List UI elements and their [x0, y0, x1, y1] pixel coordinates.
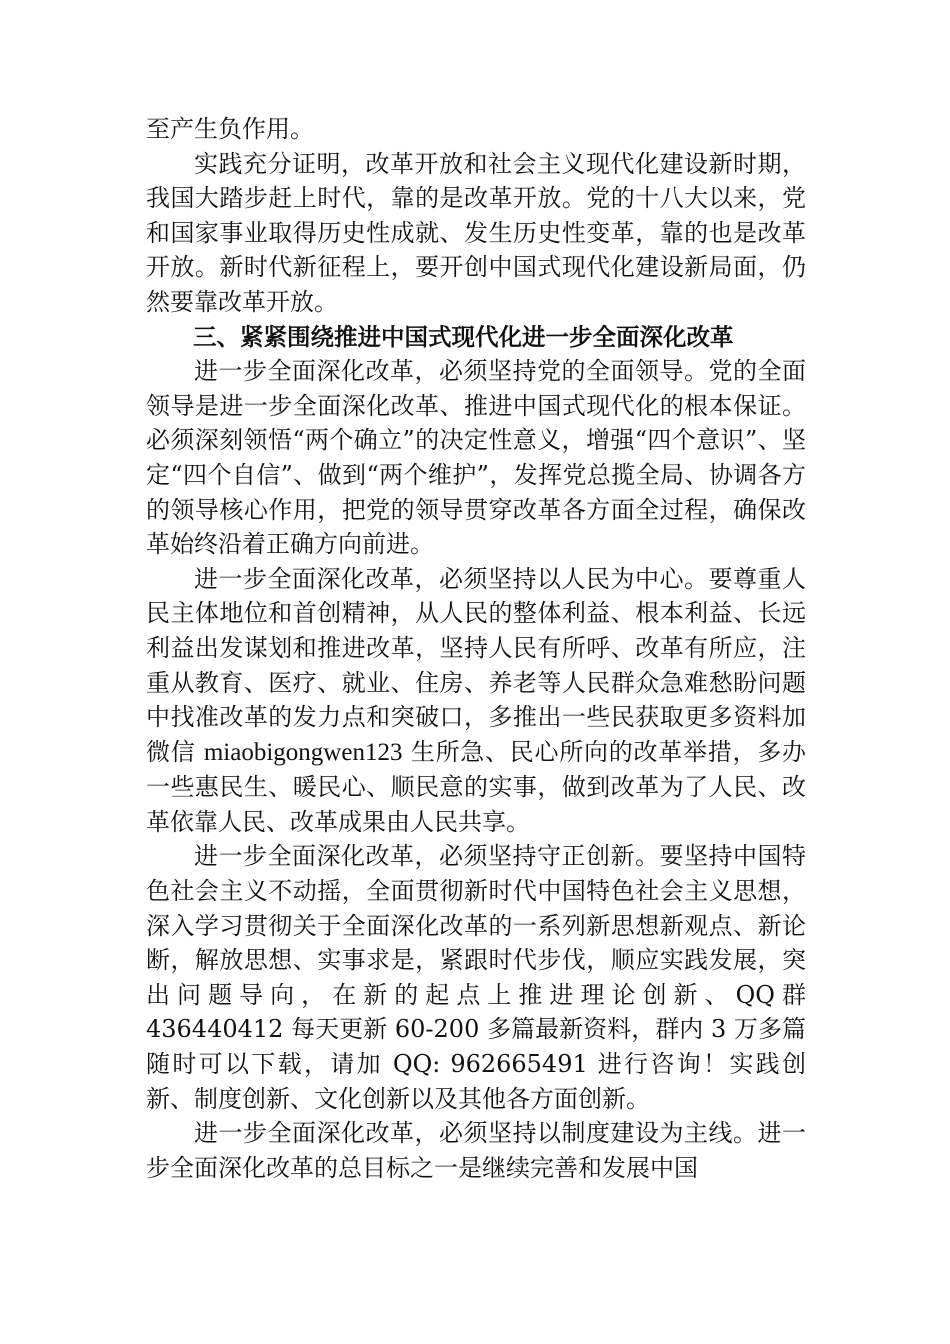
wechat-id: miaobigongwen123 [203, 738, 403, 766]
paragraph-party-leadership: 进一步全面深化改革，必须坚持党的全面领导。党的全面领导是进一步全面深化改革、推进中国式现代化的根本保证。必须深刻领悟“两个确立”的决定性意义，增强“四个意识”、坚定“四个自信”、做到“两个维护”，发挥党总揽全局、协调各方的领导核心作用，把党的领导贯穿改革各方面全过程，确保改革始终沿着正确方向前进。 [146, 357, 806, 559]
section-heading-3: 三、紧紧围绕推进中国式现代化进一步全面深化改革 [193, 322, 734, 351]
paragraph-reform-proof: 实践充分证明，改革开放和社会主义现代化建设新时期，我国大踏步赶上时代，靠的是改革开放。党的十八大以来，党和国家事业取得历史性成就、发生历史性变革，靠的也是改革开放。新时代新征程上，要开创中国式现代化建设新局面，仍然要靠改革开放。 [146, 149, 806, 316]
paragraph-people-centered [146, 562, 806, 840]
paragraph-institution-building: 进一步全面深化改革，必须坚持以制度建设为主线。进一步全面深化改革的总目标之一是继续完善和发展中国 [146, 1119, 806, 1182]
paragraph-continuation: 至产生负作用。 [146, 115, 314, 143]
document-page [146, 112, 806, 1185]
paragraph-people-centered-part-b: 生所急、民心所向的改革举措，多办一些惠民生、暖民心、顺民意的实事，做到改革为了人民、改革依靠人民、改革成果由人民共享。 [146, 737, 806, 836]
paragraph-people-centered-part-a: 进一步全面深化改革，必须坚持以人民为中心。要尊重人民主体地位和首创精神，从人民的整体利益、根本利益、长远利益出发谋划和推进改革，坚持人民有所呼、改革有所应，注重从教育、医疗、就业、住房、养老等人民群众急难愁盼问题中找准改革的发力点和突破口，多推出一些民获取更多资料加微信 [146, 564, 806, 766]
paragraph-innovation: 进一步全面深化改革，必须坚持守正创新。要坚持中国特色社会主义不动摇，全面贯彻新时代中国特色社会主义思想，深入学习贯彻关于全面深化改革的一系列新思想新观点、新论断，解放思想、实事求是，紧跟时代步伐，顺应实践发展，突出问题导向，在新的起点上推进理论创新、QQ群 436440412 每天更新 60-200 多篇最新资料，群内 3 万多篇随时可以下载，请加 QQ: 962665491 进行咨询！实践创新、制度创新、文化创新以及其他各方面创新。 [146, 842, 806, 1113]
